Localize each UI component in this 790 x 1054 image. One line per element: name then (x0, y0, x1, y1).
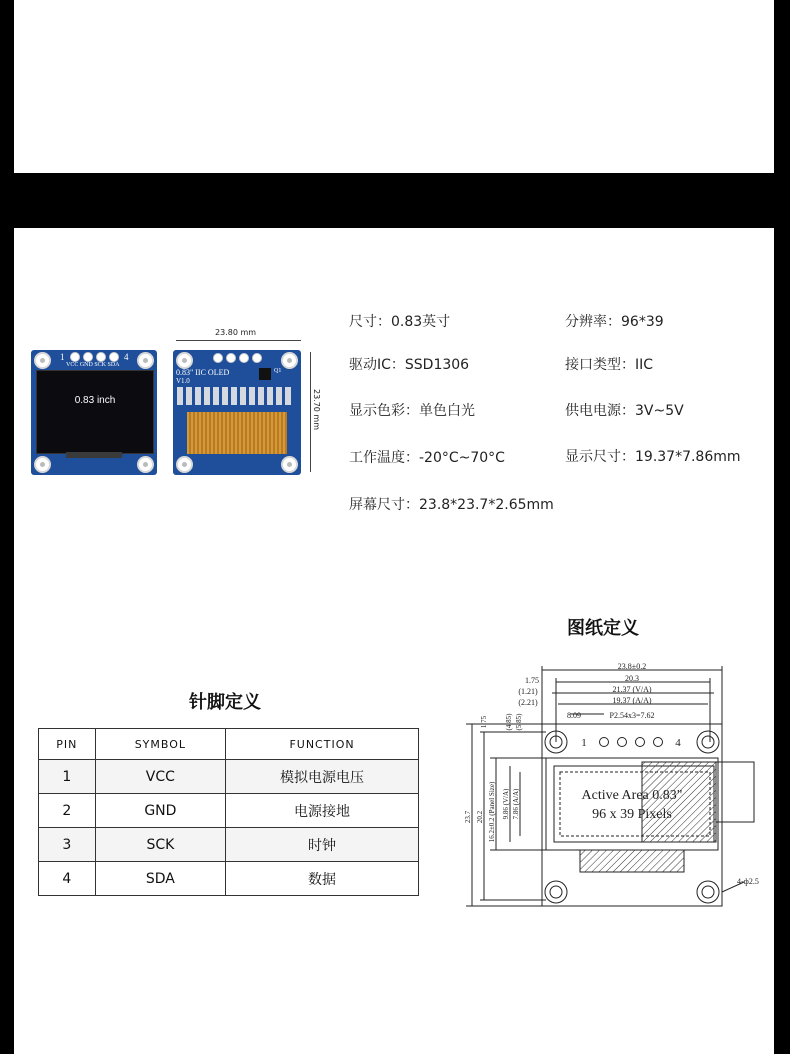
oled-front-board (31, 350, 157, 475)
front-pin-hole-3 (96, 352, 106, 362)
back-silk-version: V1.0 (176, 377, 190, 385)
transistor-q1 (259, 368, 271, 380)
top-panel (14, 0, 774, 173)
pin-table (38, 728, 419, 896)
front-pin-names: VCC GND SCK SDA (66, 362, 120, 368)
board-height-label: 23.70 mm (312, 388, 322, 431)
back-pin-hole-2 (226, 353, 236, 363)
vdim-1-75: 1.75 (480, 715, 488, 729)
vdim-5-85: (5.85) (515, 713, 523, 731)
cell-function: 模拟电源电压 (226, 760, 419, 794)
q1-label: Q1 (274, 368, 282, 374)
spec-size: 尺寸：0.83英寸 (349, 314, 451, 330)
cell-pin: 4 (39, 862, 96, 896)
mount-hole-tl (34, 352, 51, 369)
cell-function: 电源接地 (226, 794, 419, 828)
dim-21-37: 21.37 (V/A) (612, 685, 652, 694)
oled-back-board (173, 350, 301, 475)
drawing-pin-first-label: 1 (581, 737, 587, 749)
spec-screen-size: 屏幕尺寸：23.8*23.7*2.65mm (349, 497, 554, 513)
vdim-20-2: 20.2 (476, 810, 484, 824)
flex-cable (187, 412, 287, 454)
dim-1-21: (1.21) (518, 687, 538, 696)
drawing-pin-last-label: 4 (675, 737, 681, 749)
drawing-pin-1 (600, 738, 609, 747)
spec-temperature: 工作温度：-20°C~70°C (349, 450, 505, 466)
drawing-pin-3 (636, 738, 645, 747)
active-area-label: Active Area 0.83" (581, 788, 683, 803)
dim-total-width: 23.8±0.2 (617, 662, 647, 671)
dim-19-37: 19.37 (A/A) (612, 696, 652, 705)
front-pin-1-label: 1 (60, 352, 65, 362)
mount-hole-bl (34, 456, 51, 473)
board-width-label: 23.80 mm (215, 328, 257, 337)
back-mount-hole-br (281, 456, 298, 473)
spec-color: 显示色彩：单色白光 (349, 403, 475, 419)
mount-hole-br (137, 456, 154, 473)
vdim-4-85: (4.85) (505, 713, 513, 731)
screen-size-text: 0.83 inch (74, 395, 116, 406)
cell-pin: 2 (39, 794, 96, 828)
cell-function: 数据 (226, 862, 419, 896)
header-pin: PIN (39, 729, 96, 760)
pin-table-title: 针脚定义 (189, 692, 261, 713)
spec-interface: 接口类型：IIC (565, 357, 654, 373)
back-mount-hole-tl (176, 352, 193, 369)
header-symbol: SYMBOL (95, 729, 225, 760)
dim-hole: 4-ф2.5 (737, 877, 759, 886)
front-pin-hole-4 (109, 352, 119, 362)
cell-function: 时钟 (226, 828, 419, 862)
cell-symbol: SDA (95, 862, 225, 896)
table-row (39, 828, 419, 862)
height-dim-line (310, 352, 311, 472)
table-row (39, 794, 419, 828)
spec-display-size: 显示尺寸：19.37*7.86mm (565, 449, 741, 465)
front-pin-hole-2 (83, 352, 93, 362)
mechanical-drawing (462, 662, 762, 912)
header-function: FUNCTION (226, 729, 419, 760)
cell-symbol: SCK (95, 828, 225, 862)
width-dim-line (176, 340, 301, 341)
dim-pitch: P2.54x3=7.62 (609, 711, 655, 720)
dim-20-3: 20.3 (625, 674, 639, 683)
back-pin-hole-1 (213, 353, 223, 363)
spec-driver-ic: 驱动IC：SSD1306 (349, 357, 470, 373)
back-pin-hole-4 (252, 353, 262, 363)
drawing-pin-2 (618, 738, 627, 747)
back-mount-hole-tr (281, 352, 298, 369)
pin-table-header (39, 729, 419, 760)
table-row (39, 862, 419, 896)
pixels-label: 96 x 39 Pixels (592, 807, 672, 822)
cell-symbol: VCC (95, 760, 225, 794)
dim-1-75: 1.75 (525, 676, 539, 685)
back-silk-title: 0.83" IIC OLED (176, 368, 230, 377)
table-row (39, 760, 419, 794)
vdim-23-7: 23.7 (464, 810, 472, 824)
cell-symbol: GND (95, 794, 225, 828)
flex-tail (580, 850, 684, 872)
vdim-9-86: 9.86 (V/A) (502, 788, 510, 820)
drawing-pin-4 (654, 738, 663, 747)
vdim-7-86: 7.86 (A/A) (512, 788, 520, 820)
cell-pin: 3 (39, 828, 96, 862)
drawing-hole-tr (697, 731, 719, 753)
smd-component-row (177, 387, 293, 405)
spec-resolution: 分辨率：96*39 (565, 314, 664, 330)
drawing-title: 图纸定义 (567, 618, 639, 639)
front-pin-hole-1 (70, 352, 80, 362)
dim-8-09: 8.09 (567, 711, 581, 720)
screen-flex-strip (66, 452, 122, 458)
drawing-hole-bl (545, 881, 567, 903)
oled-screen (36, 370, 154, 454)
back-mount-hole-bl (176, 456, 193, 473)
vdim-16-2: 16.2±0.2 (Panel Size) (488, 781, 496, 843)
back-pin-hole-3 (239, 353, 249, 363)
dim-2-21: (2.21) (518, 698, 538, 707)
spec-supply: 供电电源：3V~5V (565, 403, 684, 419)
cell-pin: 1 (39, 760, 96, 794)
front-pin-4-label: 4 (124, 352, 129, 362)
drawing-hole-br (697, 881, 719, 903)
mount-hole-tr (137, 352, 154, 369)
